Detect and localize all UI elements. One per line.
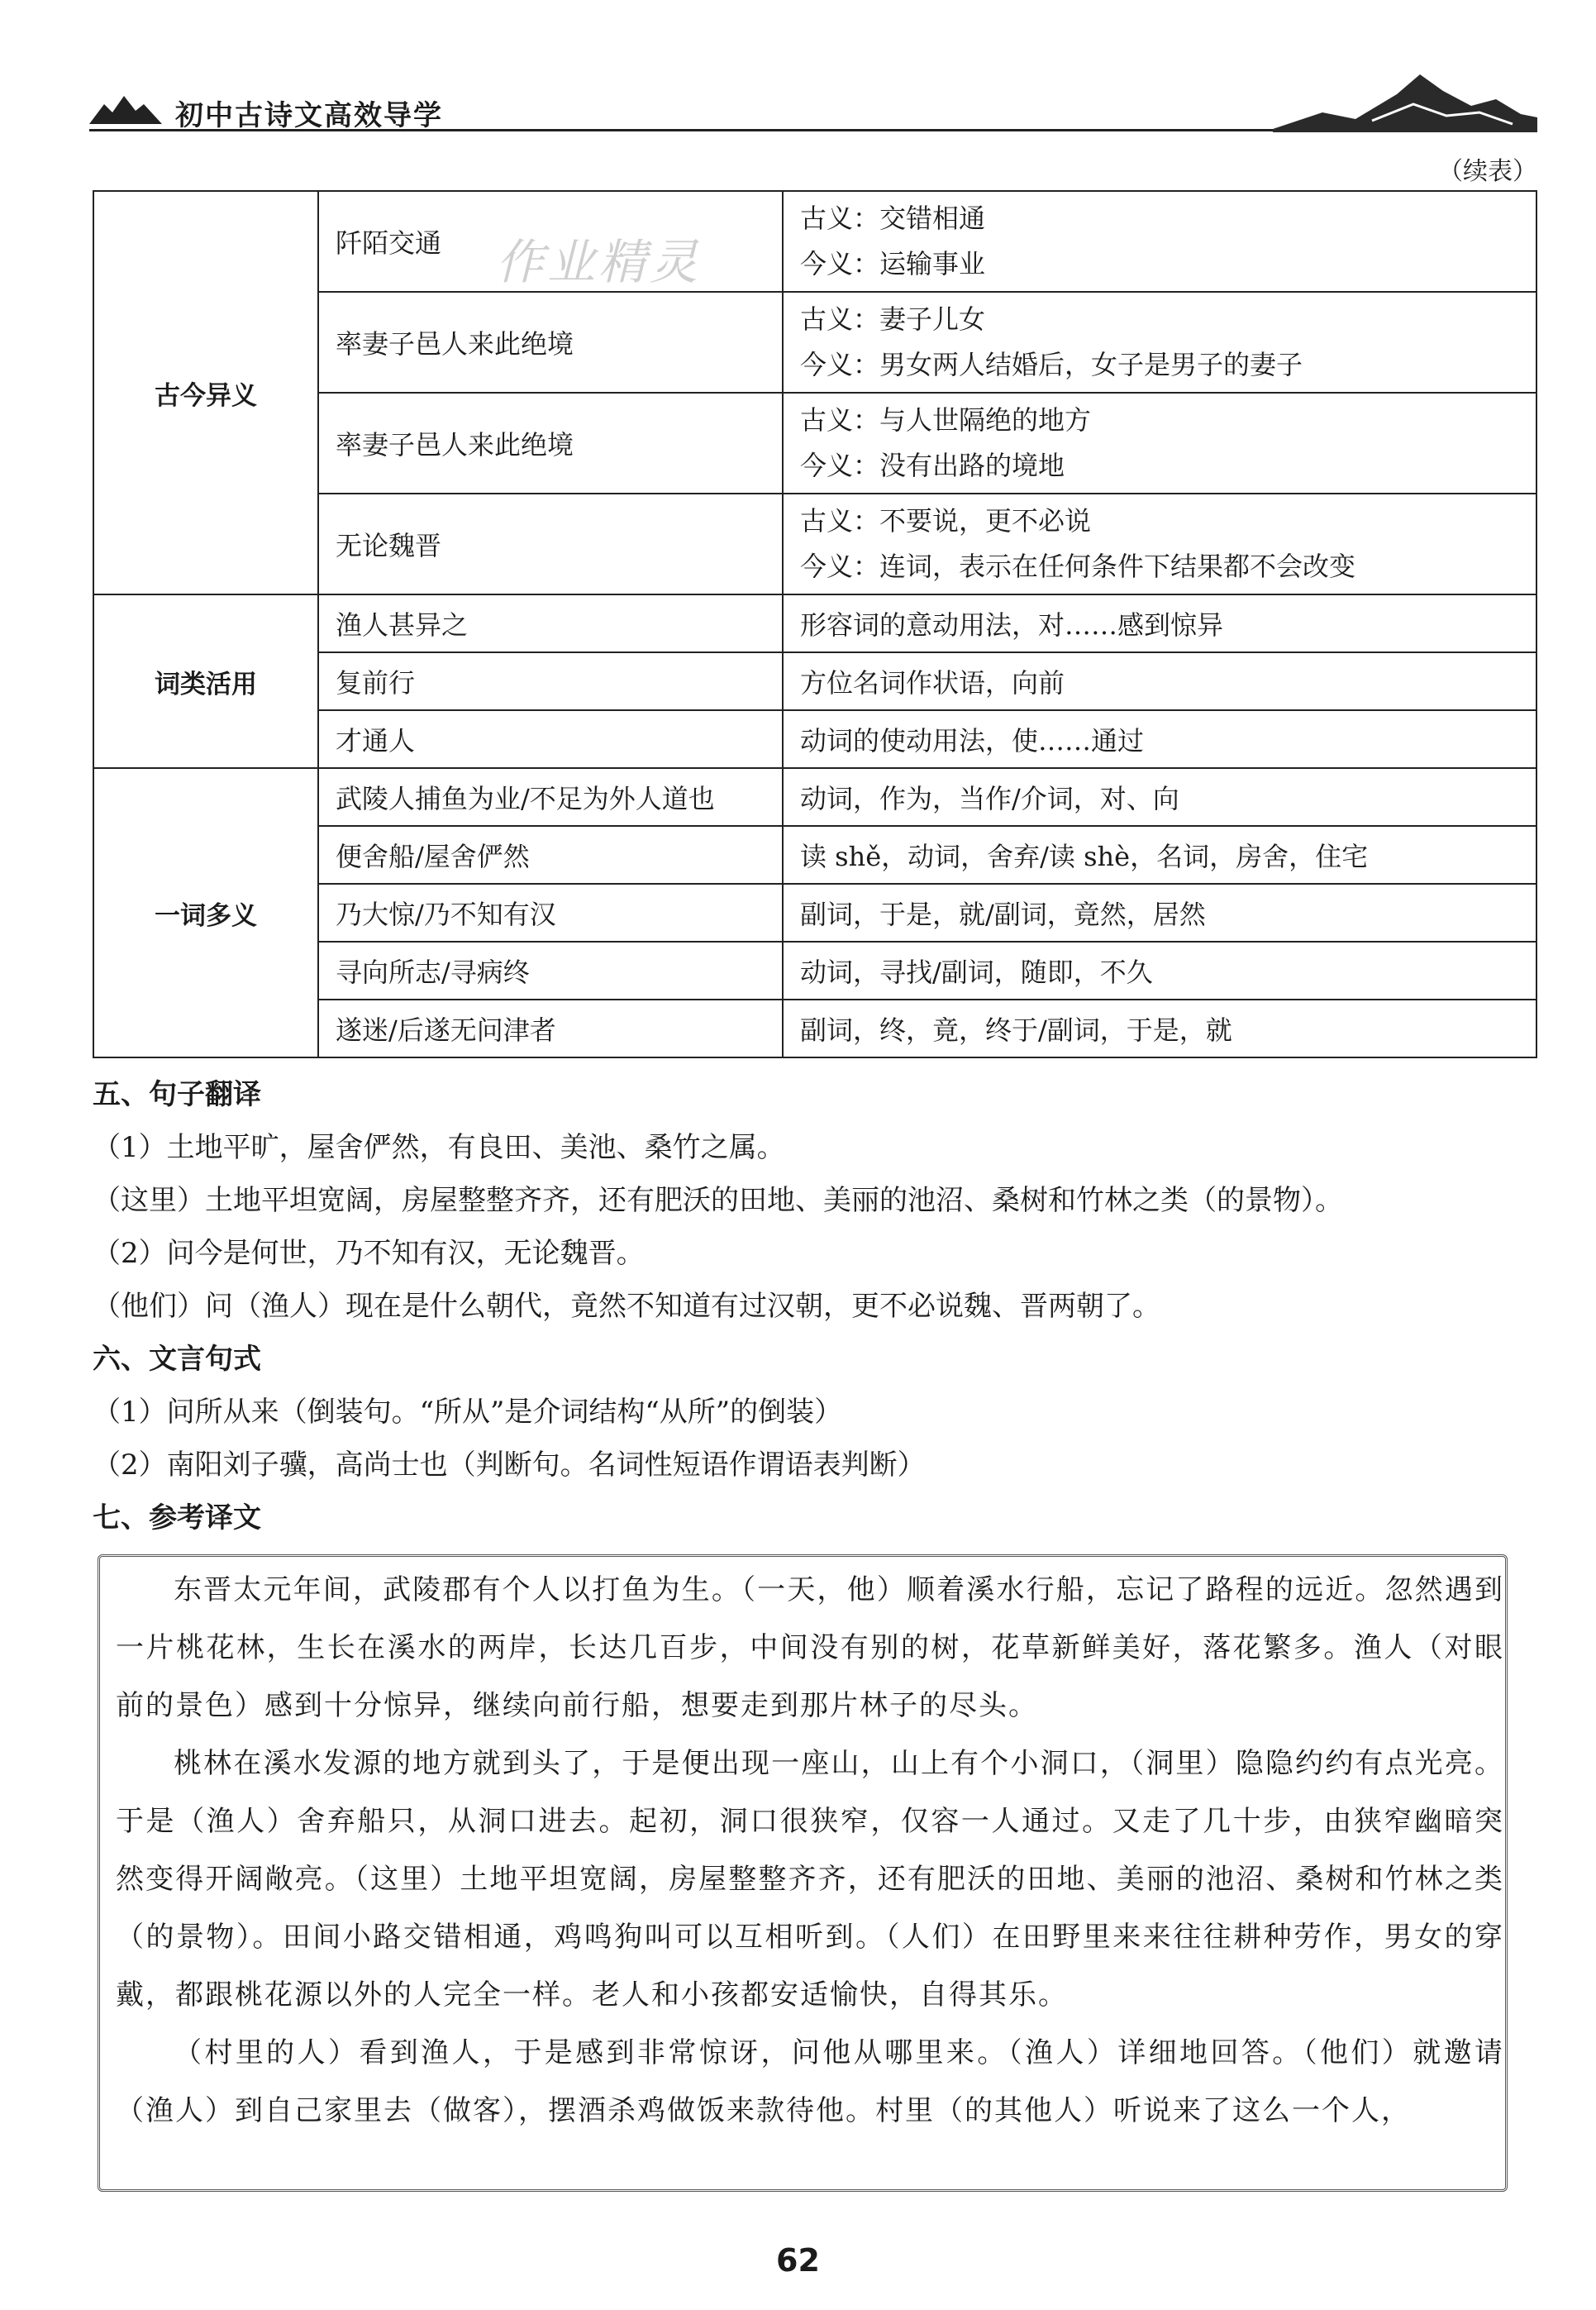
table-row: [93, 768, 1536, 826]
example-cell: 寻向所志/寻病终: [318, 942, 783, 1000]
continued-table-note: （续表）: [1438, 157, 1537, 186]
meaning-cell: [783, 393, 1536, 494]
page-number: 62: [776, 2242, 820, 2279]
ancient-meaning: 古义：妻子儿女: [800, 303, 986, 335]
modern-meaning: 今义：运输事业: [800, 248, 986, 279]
header-mountain-icon: [89, 93, 164, 126]
meaning-cell: 方位名词作状语，向前: [783, 652, 1536, 710]
section-heading: 五、句子翻译: [93, 1078, 261, 1111]
category-cell: 词类活用: [93, 594, 318, 768]
meaning-cell: [783, 191, 1536, 292]
text-line: （这里）土地平坦宽阔，房屋整整齐齐，还有肥沃的田地、美丽的池沼、桑树和竹林之类（的景物）。: [93, 1184, 1343, 1217]
example-cell: 渔人甚异之: [318, 594, 783, 652]
example-cell: 便舍船/屋舍俨然: [318, 826, 783, 884]
section-heading: 七、参考译文: [93, 1501, 261, 1534]
table-row: [93, 594, 1536, 652]
modern-meaning: 今义：没有出路的境地: [800, 450, 1065, 481]
ancient-meaning: 古义：与人世隔绝的地方: [800, 404, 1092, 436]
example-cell: 复前行: [318, 652, 783, 710]
meaning-cell: 形容词的意动用法，对……感到惊异: [783, 594, 1536, 652]
reference-translation: [116, 1561, 1504, 2140]
meaning-cell: 动词的使动用法，使……通过: [783, 710, 1536, 768]
meaning-cell: 动词，寻找/副词，随即，不久: [783, 942, 1536, 1000]
text-line: （2）问今是何世，乃不知有汉，无论魏晋。: [93, 1237, 645, 1270]
meaning-cell: [783, 292, 1536, 393]
category-cell: 古今异义: [93, 191, 318, 594]
example-cell: 阡陌交通: [318, 191, 783, 292]
example-cell: 才通人: [318, 710, 783, 768]
text-line: （1）问所从来（倒装句。“所从”是介词结构“从所”的倒装）: [93, 1396, 843, 1429]
ancient-meaning: 古义：不要说，更不必说: [800, 505, 1092, 537]
meaning-cell: 读 shě，动词，舍弃/读 shè，名词，房舍，住宅: [783, 826, 1536, 884]
vocabulary-table: [93, 190, 1537, 1058]
header-landscape-icon: [1273, 66, 1537, 132]
text-line: （1）土地平旷，屋舍俨然，有良田、美池、桑竹之属。: [93, 1131, 785, 1164]
table-row: [93, 191, 1536, 292]
modern-meaning: 今义：男女两人结婚后，女子是男子的妻子: [800, 349, 1303, 380]
example-cell: 率妻子邑人来此绝境: [318, 292, 783, 393]
category-cell: 一词多义: [93, 768, 318, 1057]
example-cell: 遂迷/后遂无问津者: [318, 1000, 783, 1057]
meaning-cell: 动词，作为，当作/介词，对、向: [783, 768, 1536, 826]
modern-meaning: 今义：连词，表示在任何条件下结果都不会改变: [800, 551, 1356, 582]
paragraph: 桃林在溪水发源的地方就到头了，于是便出现一座山，山上有个小洞口，（洞里）隐隐约约有点光亮。于是（渔人）舍弃船只，从洞口进去。起初，洞口很狭窄，仅容一人通过。又走了几十步，由狭窄幽暗突然变得开阔敞亮。（这里）土地平坦宽阔，房屋整整齐齐，还有肥沃的田地、美丽的池沼、桑树和竹林之类（的景物）。田间小路交错相通，鸡鸣狗叫可以互相听到。（人们）在田野里来来往往耕种劳作，男女的穿戴，都跟桃花源以外的人完全一样。老人和小孩都安适愉快，自得其乐。: [116, 1747, 1504, 2012]
ancient-meaning: 古义：交错相通: [800, 203, 986, 234]
header-title: 初中古诗文高效导学: [175, 99, 443, 132]
text-line: （2）南阳刘子骥，高尚士也（判断句。名词性短语作谓语表判断）: [93, 1449, 926, 1482]
example-cell: 率妻子邑人来此绝境: [318, 393, 783, 494]
meaning-cell: 副词，于是，就/副词，竟然，居然: [783, 884, 1536, 942]
meaning-cell: [783, 494, 1536, 594]
example-cell: 武陵人捕鱼为业/不足为外人道也: [318, 768, 783, 826]
section-heading: 六、文言句式: [93, 1343, 261, 1376]
meaning-cell: 副词，终，竟，终于/副词，于是，就: [783, 1000, 1536, 1057]
paragraph: 东晋太元年间，武陵郡有个人以打鱼为生。（一天，他）顺着溪水行船，忘记了路程的远近。忽然遇到一片桃花林，生长在溪水的两岸，长达几百步，中间没有别的树，花草新鲜美好，落花繁多。渔人（对眼前的景色）感到十分惊异，继续向前行船，想要走到那片林子的尽头。: [116, 1573, 1504, 1722]
text-line: （他们）问（渔人）现在是什么朝代，竟然不知道有过汉朝，更不必说魏、晋两朝了。: [93, 1290, 1160, 1323]
paragraph: （村里的人）看到渔人，于是感到非常惊讶，问他从哪里来。（渔人）详细地回答。（他们）就邀请（渔人）到自己家里去（做客），摆酒杀鸡做饭来款待他。村里（的其他人）听说来了这么一个人，: [116, 2036, 1504, 2127]
watermark: 作业精灵: [496, 234, 702, 290]
example-cell: 乃大惊/乃不知有汉: [318, 884, 783, 942]
example-cell: 无论魏晋: [318, 494, 783, 594]
